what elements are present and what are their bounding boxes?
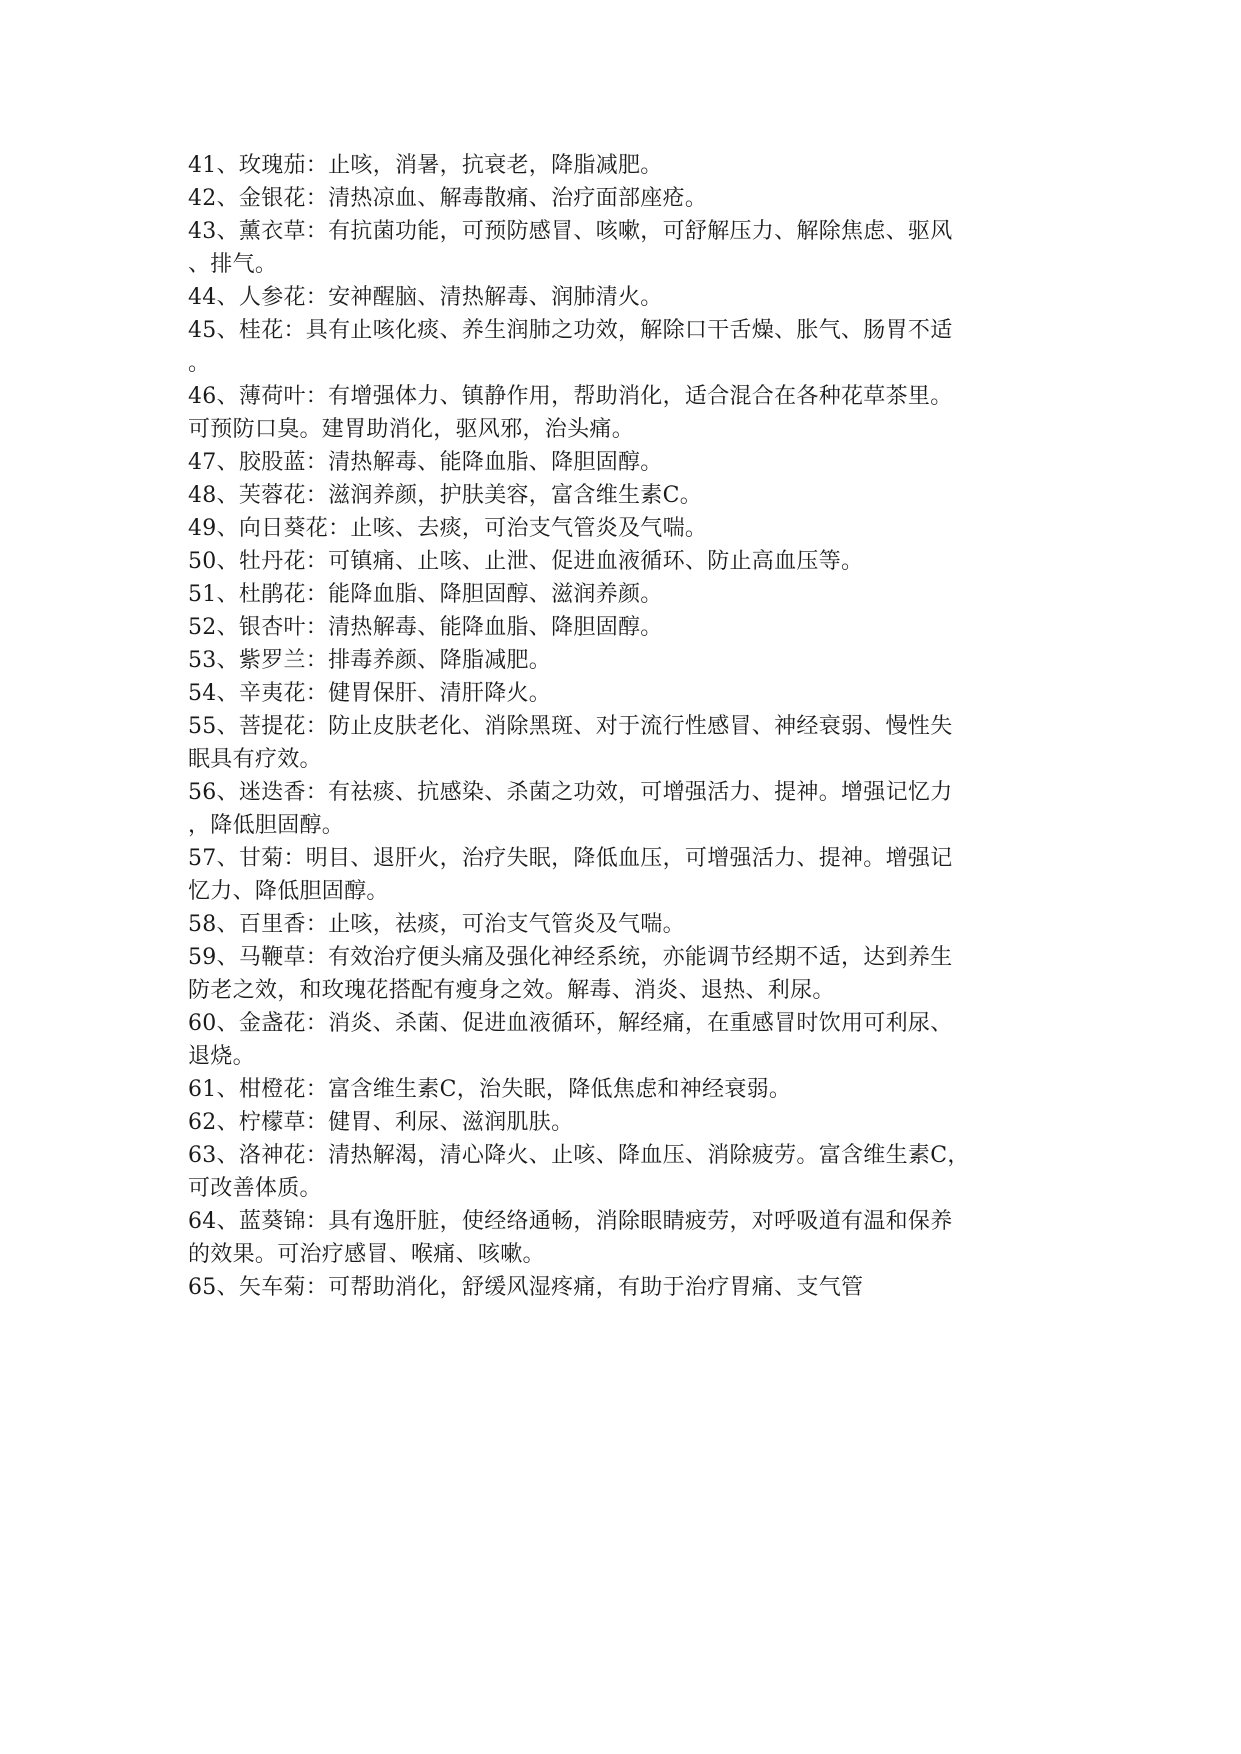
text-line-31: 63、洛神花：清热解渴，清心降火、止咳、降血压、消除疲劳。富含维生素C， xyxy=(188,1143,970,1168)
text-line-9: 可预防口臭。建胃助消化，驱风邪，治头痛。 xyxy=(188,417,635,442)
text-line-6: 45、桂花：具有止咳化痰、养生润肺之功效，解除口干舌燥、胀气、肠胃不适 xyxy=(188,318,953,343)
text-line-2: 42、金银花：清热凉血、解毒散痛、治疗面部座疮。 xyxy=(188,186,708,211)
text-line-26: 防老之效，和玫瑰花搭配有瘦身之效。解毒、消炎、退热、利尿。 xyxy=(188,978,835,1003)
text-line-30: 62、柠檬草：健胃、利尿、滋润肌肤。 xyxy=(188,1110,574,1135)
text-line-16: 53、紫罗兰：排毒养颜、降脂减肥。 xyxy=(188,648,552,673)
text-line-15: 52、银杏叶：清热解毒、能降血脂、降胆固醇。 xyxy=(188,615,663,640)
text-line-23: 忆力、降低胆固醇。 xyxy=(188,879,389,904)
text-line-24: 58、百里香：止咳，祛痰，可治支气管炎及气喘。 xyxy=(188,912,685,937)
text-line-35: 65、矢车菊：可帮助消化，舒缓风湿疼痛，有助于治疗胃痛、支气管 xyxy=(188,1275,864,1300)
text-line-11: 48、芙蓉花：滋润养颜，护肤美容，富含维生素C。 xyxy=(188,483,703,508)
text-line-10: 47、胶股蓝：清热解毒、能降血脂、降胆固醇。 xyxy=(188,450,663,475)
text-line-25: 59、马鞭草：有效治疗便头痛及强化神经系统，亦能调节经期不适，达到养生 xyxy=(188,945,953,970)
text-line-13: 50、牡丹花：可镇痛、止咳、止泄、促进血液循环、防止高血压等。 xyxy=(188,549,864,574)
text-line-12: 49、向日葵花：止咳、去痰，可治支气管炎及气喘。 xyxy=(188,516,708,541)
text-line-20: 56、迷迭香：有祛痰、抗感染、杀菌之功效，可增强活力、提神。增强记忆力 xyxy=(188,780,953,805)
text-line-8: 46、薄荷叶：有增强体力、镇静作用，帮助消化，适合混合在各种花草茶里。 xyxy=(188,384,953,409)
text-line-4: 、排气。 xyxy=(188,252,278,277)
text-line-3: 43、薰衣草：有抗菌功能，可预防感冒、咳嗽，可舒解压力、解除焦虑、驱风 xyxy=(188,219,953,244)
text-line-17: 54、辛夷花：健胃保肝、清肝降火。 xyxy=(188,681,552,706)
text-line-1: 41、玫瑰茄：止咳，消暑，抗衰老，降脂减肥。 xyxy=(188,153,663,178)
text-line-32: 可改善体质。 xyxy=(188,1176,322,1201)
text-line-14: 51、杜鹃花：能降血脂、降胆固醇、滋润养颜。 xyxy=(188,582,663,607)
text-line-33: 64、蓝葵锦：具有逸肝脏，使经络通畅，消除眼睛疲劳，对呼吸道有温和保养 xyxy=(188,1209,953,1234)
text-line-22: 57、甘菊：明目、退肝火，治疗失眠，降低血压，可增强活力、提神。增强记 xyxy=(188,846,953,871)
text-line-28: 退烧。 xyxy=(188,1044,255,1069)
text-line-19: 眠具有疗效。 xyxy=(188,747,322,772)
text-line-27: 60、金盏花：消炎、杀菌、促进血液循环，解经痛，在重感冒时饮用可利尿、 xyxy=(188,1011,953,1036)
text-line-21: ，降低胆固醇。 xyxy=(188,813,345,838)
text-line-34: 的效果。可治疗感冒、喉痛、咳嗽。 xyxy=(188,1242,545,1267)
text-line-29: 61、柑橙花：富含维生素C，治失眠，降低焦虑和神经衰弱。 xyxy=(188,1077,792,1102)
document-body xyxy=(188,149,1038,1304)
text-line-5: 44、人参花：安神醒脑、清热解毒、润肺清火。 xyxy=(188,285,663,310)
text-line-18: 55、菩提花：防止皮肤老化、消除黑斑、对于流行性感冒、神经衰弱、慢性失 xyxy=(188,714,953,739)
text-line-7: 。 xyxy=(188,351,211,376)
